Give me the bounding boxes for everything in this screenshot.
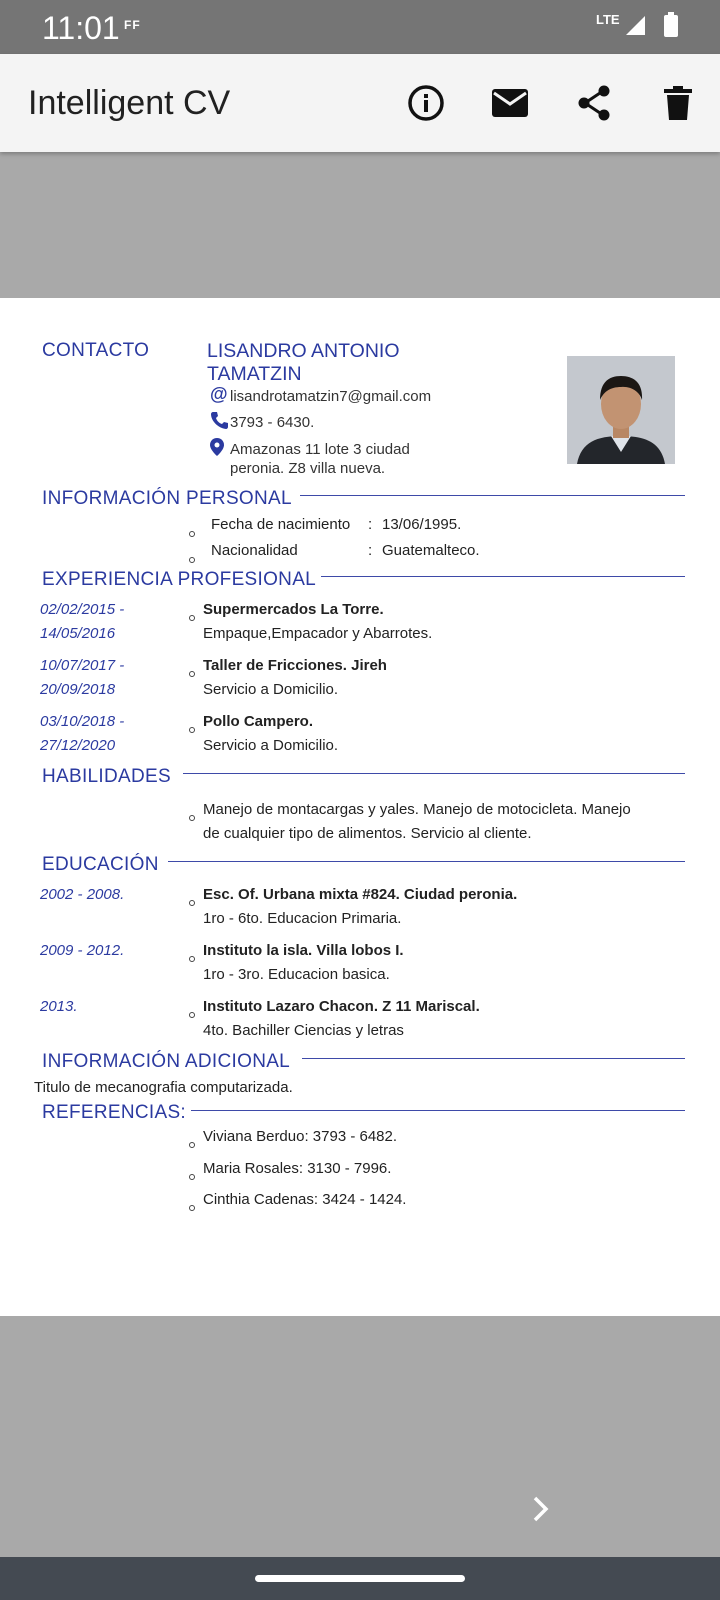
list-bullet [189,1142,195,1148]
signal-icon [624,14,646,41]
delete-icon [664,86,692,120]
list-bullet [189,557,195,563]
at-icon: @ [210,384,228,404]
contact-heading: CONTACTO [42,340,150,361]
battery-icon [663,12,679,43]
home-gesture-handle[interactable] [255,1575,465,1582]
education-desc: 1ro - 3ro. Educacion basica. [203,966,390,983]
contact-address-line1: Amazonas 11 lote 3 ciudad [230,441,410,458]
mail-icon [491,88,529,118]
reference-item: Cinthia Cadenas: 3424 - 1424. [203,1191,407,1208]
experience-title: Pollo Campero. [203,713,314,730]
app-title: Intelligent CV [28,84,231,122]
experience-date-end: 14/05/2016 [40,625,116,642]
birth-date-label: Fecha de nacimiento [211,516,351,533]
info-icon [407,84,445,122]
additional-info-text: Titulo de mecanografia computarizada. [34,1079,293,1096]
info-button[interactable] [405,82,447,124]
share-button[interactable] [573,82,615,124]
additional-info-divider [302,1058,685,1059]
experience-divider [321,576,685,577]
skills-heading: HABILIDADES [42,766,171,787]
references-divider [191,1110,685,1111]
app-bar [0,54,720,152]
experience-title: Taller de Fricciones. Jireh [203,657,387,674]
personal-info-heading: INFORMACIÓN PERSONAL [42,488,292,509]
location-pin-icon [210,438,224,461]
status-time: 11:01 [42,10,120,46]
list-bullet [189,1012,195,1018]
share-icon [576,85,612,121]
experience-date-end: 20/09/2018 [40,681,116,698]
education-desc: 1ro - 6to. Educacion Primaria. [203,910,402,927]
contact-phone: 3793 - 6430. [230,414,315,431]
skills-text-line2: de cualquier tipo de alimentos. Servicio al cliente. [203,825,532,842]
list-bullet [189,531,195,537]
list-bullet [189,727,195,733]
birth-date-sep: : [368,516,373,533]
delete-button[interactable] [657,82,699,124]
list-bullet [189,900,195,906]
education-desc: 4to. Bachiller Ciencias y letras [203,1022,404,1039]
cv-name [207,340,467,386]
nationality-label: Nacionalidad [211,542,298,559]
cv-document-page [0,298,720,1316]
skills-text-line1: Manejo de montacargas y yales. Manejo de motocicleta. Manejo [203,801,631,818]
nationality-sep: : [368,542,373,559]
experience-date-start: 02/02/2015 - [40,601,125,618]
experience-date-end: 27/12/2020 [40,737,116,754]
chevron-right-icon [526,1494,556,1524]
education-title: Instituto Lazaro Chacon. Z 11 Mariscal. [203,998,480,1015]
list-bullet [189,1205,195,1211]
list-bullet [189,1174,195,1180]
system-navigation-bar [0,1557,720,1600]
experience-date-start: 03/10/2018 - [40,713,125,730]
education-date: 2013. [40,998,78,1015]
reference-item: Maria Rosales: 3130 - 7996. [203,1160,392,1177]
education-date: 2009 - 2012. [40,942,125,959]
status-ff-indicator: FF [124,18,141,32]
personal-info-divider [300,495,685,496]
status-bar [0,0,720,54]
experience-date-start: 10/07/2017 - [40,657,125,674]
education-date: 2002 - 2008. [40,886,125,903]
cv-name-line1: LISANDRO ANTONIO [207,340,400,362]
list-bullet [189,671,195,677]
education-divider [168,861,685,862]
experience-title: Supermercados La Torre. [203,601,384,618]
experience-desc: Empaque,Empacador y Abarrotes. [203,625,433,642]
references-heading: REFERENCIAS: [42,1102,187,1123]
contact-email: lisandrotamatzin7@gmail.com [230,388,432,405]
education-heading: EDUCACIÓN [42,854,159,875]
education-title: Instituto la isla. Villa lobos I. [203,942,404,959]
phone-icon [210,411,228,434]
list-bullet [189,615,195,621]
list-bullet [189,815,195,821]
education-title: Esc. Of. Urbana mixta #824. Ciudad peronia. [203,886,518,903]
status-network: LTE [596,12,620,27]
contact-address-line2: peronia. Z8 villa nueva. [230,460,386,477]
additional-info-heading: INFORMACIÓN ADICIONAL [42,1051,291,1072]
birth-date-value: 13/06/1995. [382,516,462,533]
experience-desc: Servicio a Domicilio. [203,737,339,754]
experience-desc: Servicio a Domicilio. [203,681,339,698]
email-button[interactable] [489,82,531,124]
next-page-button[interactable] [526,1494,556,1529]
list-bullet [189,956,195,962]
nationality-value: Guatemalteco. [382,542,480,559]
profile-photo [567,356,675,464]
skills-divider [183,773,685,774]
cv-name-line2: TAMATZIN [207,363,302,385]
experience-heading: EXPERIENCIA PROFESIONAL [42,569,317,590]
reference-item: Viviana Berduo: 3793 - 6482. [203,1128,398,1145]
